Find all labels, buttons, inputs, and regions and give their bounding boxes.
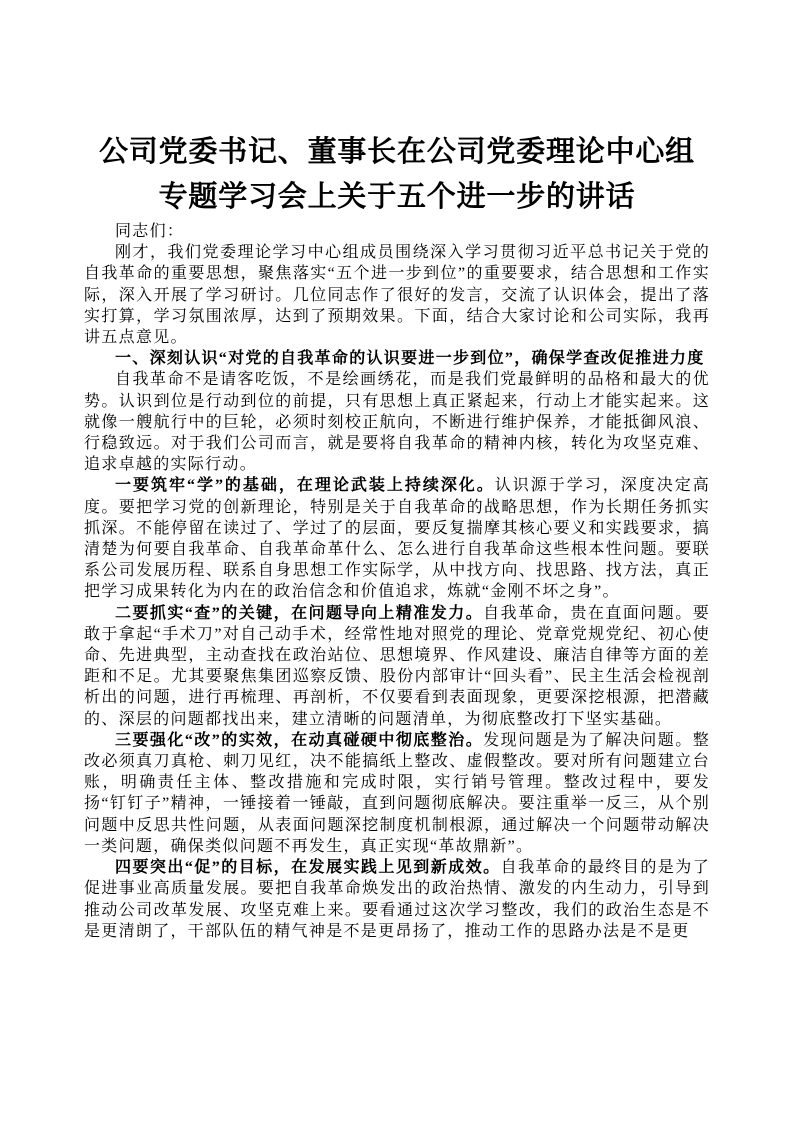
- paragraph-text: 刚才，我们党委理论学习中心组成员围绕深入学习贯彻习近平总书记关于党的自我革命的重要思想，聚焦落实“五个进一步到位”的重要要求，结合思想和工作实际，深入开展了学习研讨。几位同志作了很好的发言，交流了认识体会，提出了落实打算，学习氛围浓厚，达到了预期效果。下面，结合大家讨论和公司实际，我再讲五点意见。: [84, 244, 710, 347]
- paragraph-text: 自我革命，贵在直面问题。要敢于拿起“手术刀”对自己动手术，经常性地对照党的理论、党章党规党纪、初心使命、先进典型，主动查找在政治站位、思想境界、作风建设、廉洁自律等方面的差距和不足。尤其要聚焦集团巡察反馈、股份内部审计“回头看”、民主生活会检视剖析出的问题，进行再梳理、再剖析，不仅要看到表面现象，更要深挖根源，把潜藏的、深层的问题都找出来，建立清晰的问题清单，为彻底整改打下坚实基础。: [84, 604, 710, 728]
- document-content: [84, 130, 710, 942]
- paragraph-text: 自我革命不是请客吃饭，不是绘画绣花，而是我们党最鲜明的品格和最大的优势。认识到位是行动到位的前提，只有思想上真正紧起来，行动上才能实起来。这就像一艘航行中的巨轮，必须时刻校正航向，不断进行维护保养，才能抵御风浪、行稳致远。对于我们公司而言，就是要将自我革命的精神内核，转化为攻坚克难、追求卓越的实际行动。: [84, 371, 710, 474]
- paragraph-point-2: [84, 603, 710, 730]
- paragraph-lead: 一要筑牢“学”的基础，在理论武装上持续深化。: [115, 477, 495, 495]
- document-title-line-1: 公司党委书记、董事长在公司党委理论中心组: [98, 136, 695, 168]
- paragraph-lead: 四要突出“促”的目标，在发展实践上见到新成效。: [115, 859, 501, 877]
- paragraph-text: 发现问题是为了解决问题。整改必须真刀真枪、刺刀见红，决不能搞纸上整改、虚假整改。要对所有问题建立台账，明确责任主体、整改措施和完成时限，实行销号管理。整改过程中，要发扬“钉钉子”精神，一锤接着一锤敲，直到问题彻底解决。要注重举一反三，从个别问题中反思共性问题，从表面问题深挖制度机制根源，通过解决一个问题带动解决一类问题，确保类似问题不再发生，真正实现“革故鼎新”。: [84, 731, 710, 855]
- paragraph-section-1-intro: [84, 369, 710, 475]
- paragraph-point-3: [84, 730, 710, 857]
- paragraph-lead: 二要抓实“查”的关键，在问题导向上精准发力。: [115, 604, 484, 622]
- paragraph-point-1: [84, 475, 710, 602]
- paragraph-opening: [84, 242, 710, 348]
- document-title-line-2: 专题学习会上关于五个进一步的讲话: [158, 181, 636, 213]
- paragraph-text: 认识源于学习，深度决定高度。要把学习党的创新理论，特别是关于自我革命的战略思想，作为长期任务抓实抓深。不能停留在读过了、学过了的层面，要反复揣摩其核心要义和实践要求，搞清楚为何要自我革命、自我革命革什么、怎么进行自我革命这些根本性问题。要联系公司发展历程、联系自身思想工作实际学，从中找方向、找思路、找方法，真正把学习成果转化为内在的政治信念和价值追求，炼就“金刚不坏之身”。: [84, 477, 710, 601]
- document-title: [84, 130, 710, 220]
- section-heading-1: 一、深刻认识“对党的自我革命的认识要进一步到位”，确保学查改促推进力度: [115, 350, 705, 368]
- salutation: 同志们：: [115, 223, 185, 240]
- paragraph-point-4: [84, 857, 710, 942]
- document-body: [84, 221, 710, 942]
- paragraph-lead: 三要强化“改”的实效，在动真碰硬中彻底整治。: [115, 731, 484, 749]
- paragraph-text: 自我革命的最终目的是为了促进事业高质量发展。要把自我革命焕发出的政治热情、激发的内生动力，引导到推动公司改革发展、攻坚克难上来。要看通过这次学习整改，我们的政治生态是不是更清朗了，干部队伍的精气神是不是更昂扬了，推动工作的思路办法是不是更: [84, 859, 710, 940]
